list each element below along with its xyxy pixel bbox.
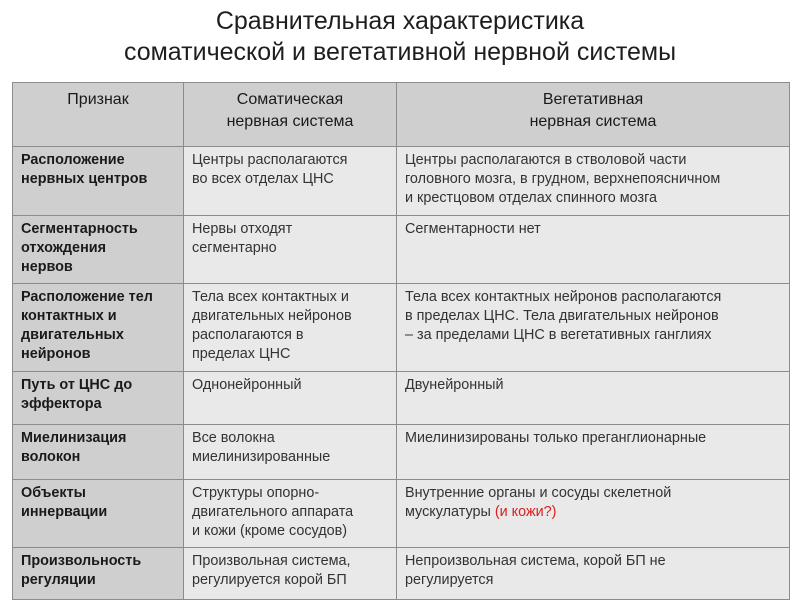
cell-line: миелинизированные	[192, 449, 331, 465]
title-line-1: Сравнительная характеристика	[215, 7, 585, 35]
header-vegetative	[397, 83, 790, 147]
header-somatic-line-1: Соматическая	[236, 91, 344, 108]
cell-line: головного мозга, в грудном, верхнепоясничном	[405, 171, 721, 187]
cell-line: нейронов	[21, 346, 91, 362]
cell-line: регулируется корой БП	[192, 572, 347, 588]
cell-line: Расположение	[21, 152, 125, 168]
cell-line: отхождения	[21, 240, 107, 256]
cell-line: Нервы отходят	[192, 221, 293, 237]
cell-line: Все волокна	[192, 430, 275, 446]
feature-cell	[13, 480, 184, 548]
cell-line: Сегментарности нет	[405, 221, 541, 237]
cell-line: Двунейронный	[405, 377, 504, 393]
feature-cell	[13, 372, 184, 425]
cell-line: и крестцовом отделах спинного мозга	[405, 190, 658, 206]
vegetative-cell	[397, 425, 790, 480]
somatic-cell	[184, 425, 397, 480]
cell-line: Сегментарность	[21, 221, 138, 237]
cell-line: контактных и	[21, 308, 117, 324]
cell-line: Структуры опорно-	[192, 485, 320, 501]
cell-line: Тела всех контактных и	[192, 289, 349, 305]
cell-line: Тела всех контактных нейронов располагаются	[405, 289, 722, 305]
feature-cell	[13, 147, 184, 216]
somatic-cell	[184, 480, 397, 548]
vegetative-cell	[397, 147, 790, 216]
table-row	[13, 147, 790, 216]
cell-line: в пределах ЦНС. Тела двигательных нейронов	[405, 308, 719, 324]
cell-line: Миелинизированы только преганглионарные	[405, 430, 707, 446]
page-title	[0, 6, 800, 68]
feature-cell	[13, 425, 184, 480]
cell-line: пределах ЦНС	[192, 346, 291, 362]
cell-line: Объекты	[21, 485, 86, 501]
table-row	[13, 480, 790, 548]
vegetative-cell	[397, 548, 790, 600]
header-vegetative-line-1: Вегетативная	[542, 91, 644, 108]
table-row	[13, 216, 790, 284]
cell-line: Произвольность	[21, 553, 142, 569]
cell-line: нервных центров	[21, 171, 148, 187]
cell-line: Путь от ЦНС до	[21, 377, 133, 393]
cell-line: располагаются в	[192, 327, 304, 343]
cell-line: Непроизвольная система, корой БП не	[405, 553, 666, 569]
feature-cell	[13, 548, 184, 600]
cell-line: Центры располагаются в стволовой части	[405, 152, 687, 168]
cell-text: мускулатуры	[405, 504, 491, 520]
vegetative-cell	[397, 284, 790, 372]
table-row	[13, 425, 790, 480]
cell-line: иннервации	[21, 504, 108, 520]
cell-line: двигательного аппарата	[192, 504, 354, 520]
cell-line: Расположение тел	[21, 289, 153, 305]
cell-line: – за пределами ЦНС в вегетативных ганглиях	[405, 327, 712, 343]
header-somatic	[184, 83, 397, 147]
cell-line: регуляции	[21, 572, 96, 588]
somatic-cell	[184, 216, 397, 284]
table-row	[13, 284, 790, 372]
cell-line: Внутренние органы и сосуды скелетной	[405, 485, 672, 501]
table-row	[13, 372, 790, 425]
somatic-cell	[184, 548, 397, 600]
header-feature: Признак	[13, 83, 184, 147]
cell-line: Произвольная система,	[192, 553, 351, 569]
cell-line: эффектора	[21, 396, 102, 412]
vegetative-cell	[397, 216, 790, 284]
cell-line: волокон	[21, 449, 81, 465]
cell-line: Центры располагаются	[192, 152, 348, 168]
uncertain-note: (и кожи?)	[494, 504, 557, 520]
feature-cell	[13, 216, 184, 284]
cell-line: двигательных	[21, 327, 124, 343]
header-vegetative-line-2: нервная система	[529, 113, 657, 130]
table-row	[13, 548, 790, 600]
cell-line: Миелинизация	[21, 430, 127, 446]
comparison-table	[12, 82, 790, 600]
cell-line: Однонейронный	[192, 377, 302, 393]
header-somatic-line-2: нервная система	[226, 113, 354, 130]
cell-line: сегментарно	[192, 240, 277, 256]
cell-line	[405, 503, 781, 522]
cell-line: двигательных нейронов	[192, 308, 352, 324]
somatic-cell	[184, 147, 397, 216]
cell-line: и кожи (кроме сосудов)	[192, 523, 348, 539]
table-header-row	[13, 83, 790, 147]
somatic-cell	[184, 284, 397, 372]
feature-cell	[13, 284, 184, 372]
cell-line: нервов	[21, 259, 73, 275]
vegetative-cell	[397, 480, 790, 548]
cell-line: во всех отделах ЦНС	[192, 171, 334, 187]
vegetative-cell	[397, 372, 790, 425]
somatic-cell	[184, 372, 397, 425]
cell-line: регулируется	[405, 572, 494, 588]
title-line-2: соматической и вегетативной нервной системы	[123, 38, 677, 66]
